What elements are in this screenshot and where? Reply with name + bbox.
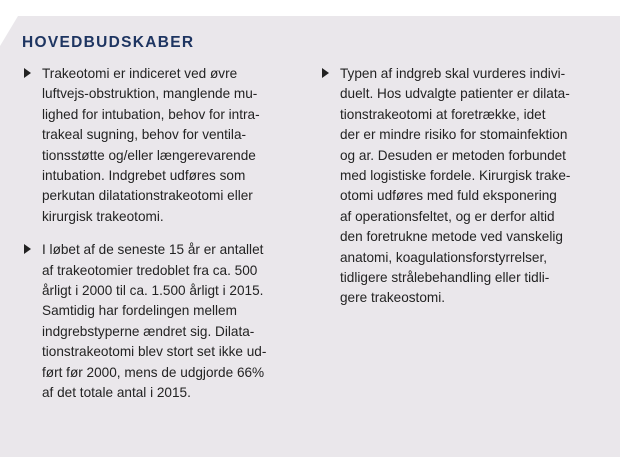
bullet-text-line: Samtidig har fordelingen mellem	[42, 303, 237, 319]
bullet-text-line: otomi udføres med fuld eksponering	[340, 188, 557, 204]
bullet-text-line: og ar. Desuden er metoden forbundet	[340, 147, 566, 163]
bullet-text-line: med logistiske fordele. Kirurgisk trake-	[340, 168, 571, 184]
bullet-text-line: trakeal sugning, behov for ventila-	[42, 127, 247, 143]
bullet-text-line: lighed for intubation, behov for intra-	[42, 106, 260, 122]
bullet-text-line: tionstrakeotomi at foretrække, idet	[340, 106, 546, 122]
bullet-text-line: luftvejs-obstruktion, manglende mu-	[42, 86, 258, 102]
bullet-text-line: indgrebstyperne ændret sig. Dilata-	[42, 323, 255, 339]
triangle-bullet-icon	[24, 244, 31, 254]
bullet-text-line: I løbet af de seneste 15 år er antallet	[42, 242, 264, 258]
bullet-text-line: tionstrakeotomi blev stort set ikke ud-	[42, 344, 267, 360]
bullet-text-line: der er mindre risiko for stomainfektion	[340, 127, 568, 143]
bullet-text-line: anatomi, koagulationsforstyrrelser,	[340, 249, 548, 265]
bullet-text-line: årligt i 2000 til ca. 1.500 årligt i 2015.	[42, 283, 264, 299]
bullet-text-line: tidligere strålebehandling eller tidli-	[340, 270, 550, 286]
bullet-item	[320, 64, 600, 309]
bullet-text-line: kirurgisk trakeotomi.	[42, 208, 164, 224]
bullet-text-line: af operationsfeltet, og er derfor altid	[340, 208, 555, 224]
triangle-bullet-icon	[322, 68, 329, 78]
left-column	[22, 64, 294, 417]
box-title: HOVEDBUDSKABER	[22, 34, 195, 51]
bullet-text-line: duelt. Hos udvalgte patienter er dilata-	[340, 86, 570, 102]
cut-corner-decoration	[0, 16, 18, 46]
bullet-text-line: Typen af indgreb skal vurderes indivi-	[340, 66, 566, 81]
bullet-text-line: Trakeotomi er indiceret ved øvre	[42, 66, 238, 81]
bullet-text-line: gere trakeostomi.	[340, 290, 446, 306]
bullet-item	[22, 240, 294, 403]
bullet-text-line: af det totale antal i 2015.	[42, 385, 191, 401]
bullet-text-line: intubation. Indgrebet udføres som	[42, 168, 246, 184]
bullet-text-line: perkutan dilatationstrakeotomi eller	[42, 188, 253, 204]
triangle-bullet-icon	[24, 68, 31, 78]
bullet-text-line: den foretrukne metode ved vanskelig	[340, 229, 563, 245]
bullet-text-line: af trakeotomier tredoblet fra ca. 500	[42, 262, 258, 278]
bullet-text-line: ført før 2000, mens de udgjorde 66%	[42, 364, 265, 380]
bullet-text-line: tionsstøtte og/eller længerevarende	[42, 147, 256, 163]
right-column	[320, 64, 600, 322]
bullet-item	[22, 64, 294, 227]
